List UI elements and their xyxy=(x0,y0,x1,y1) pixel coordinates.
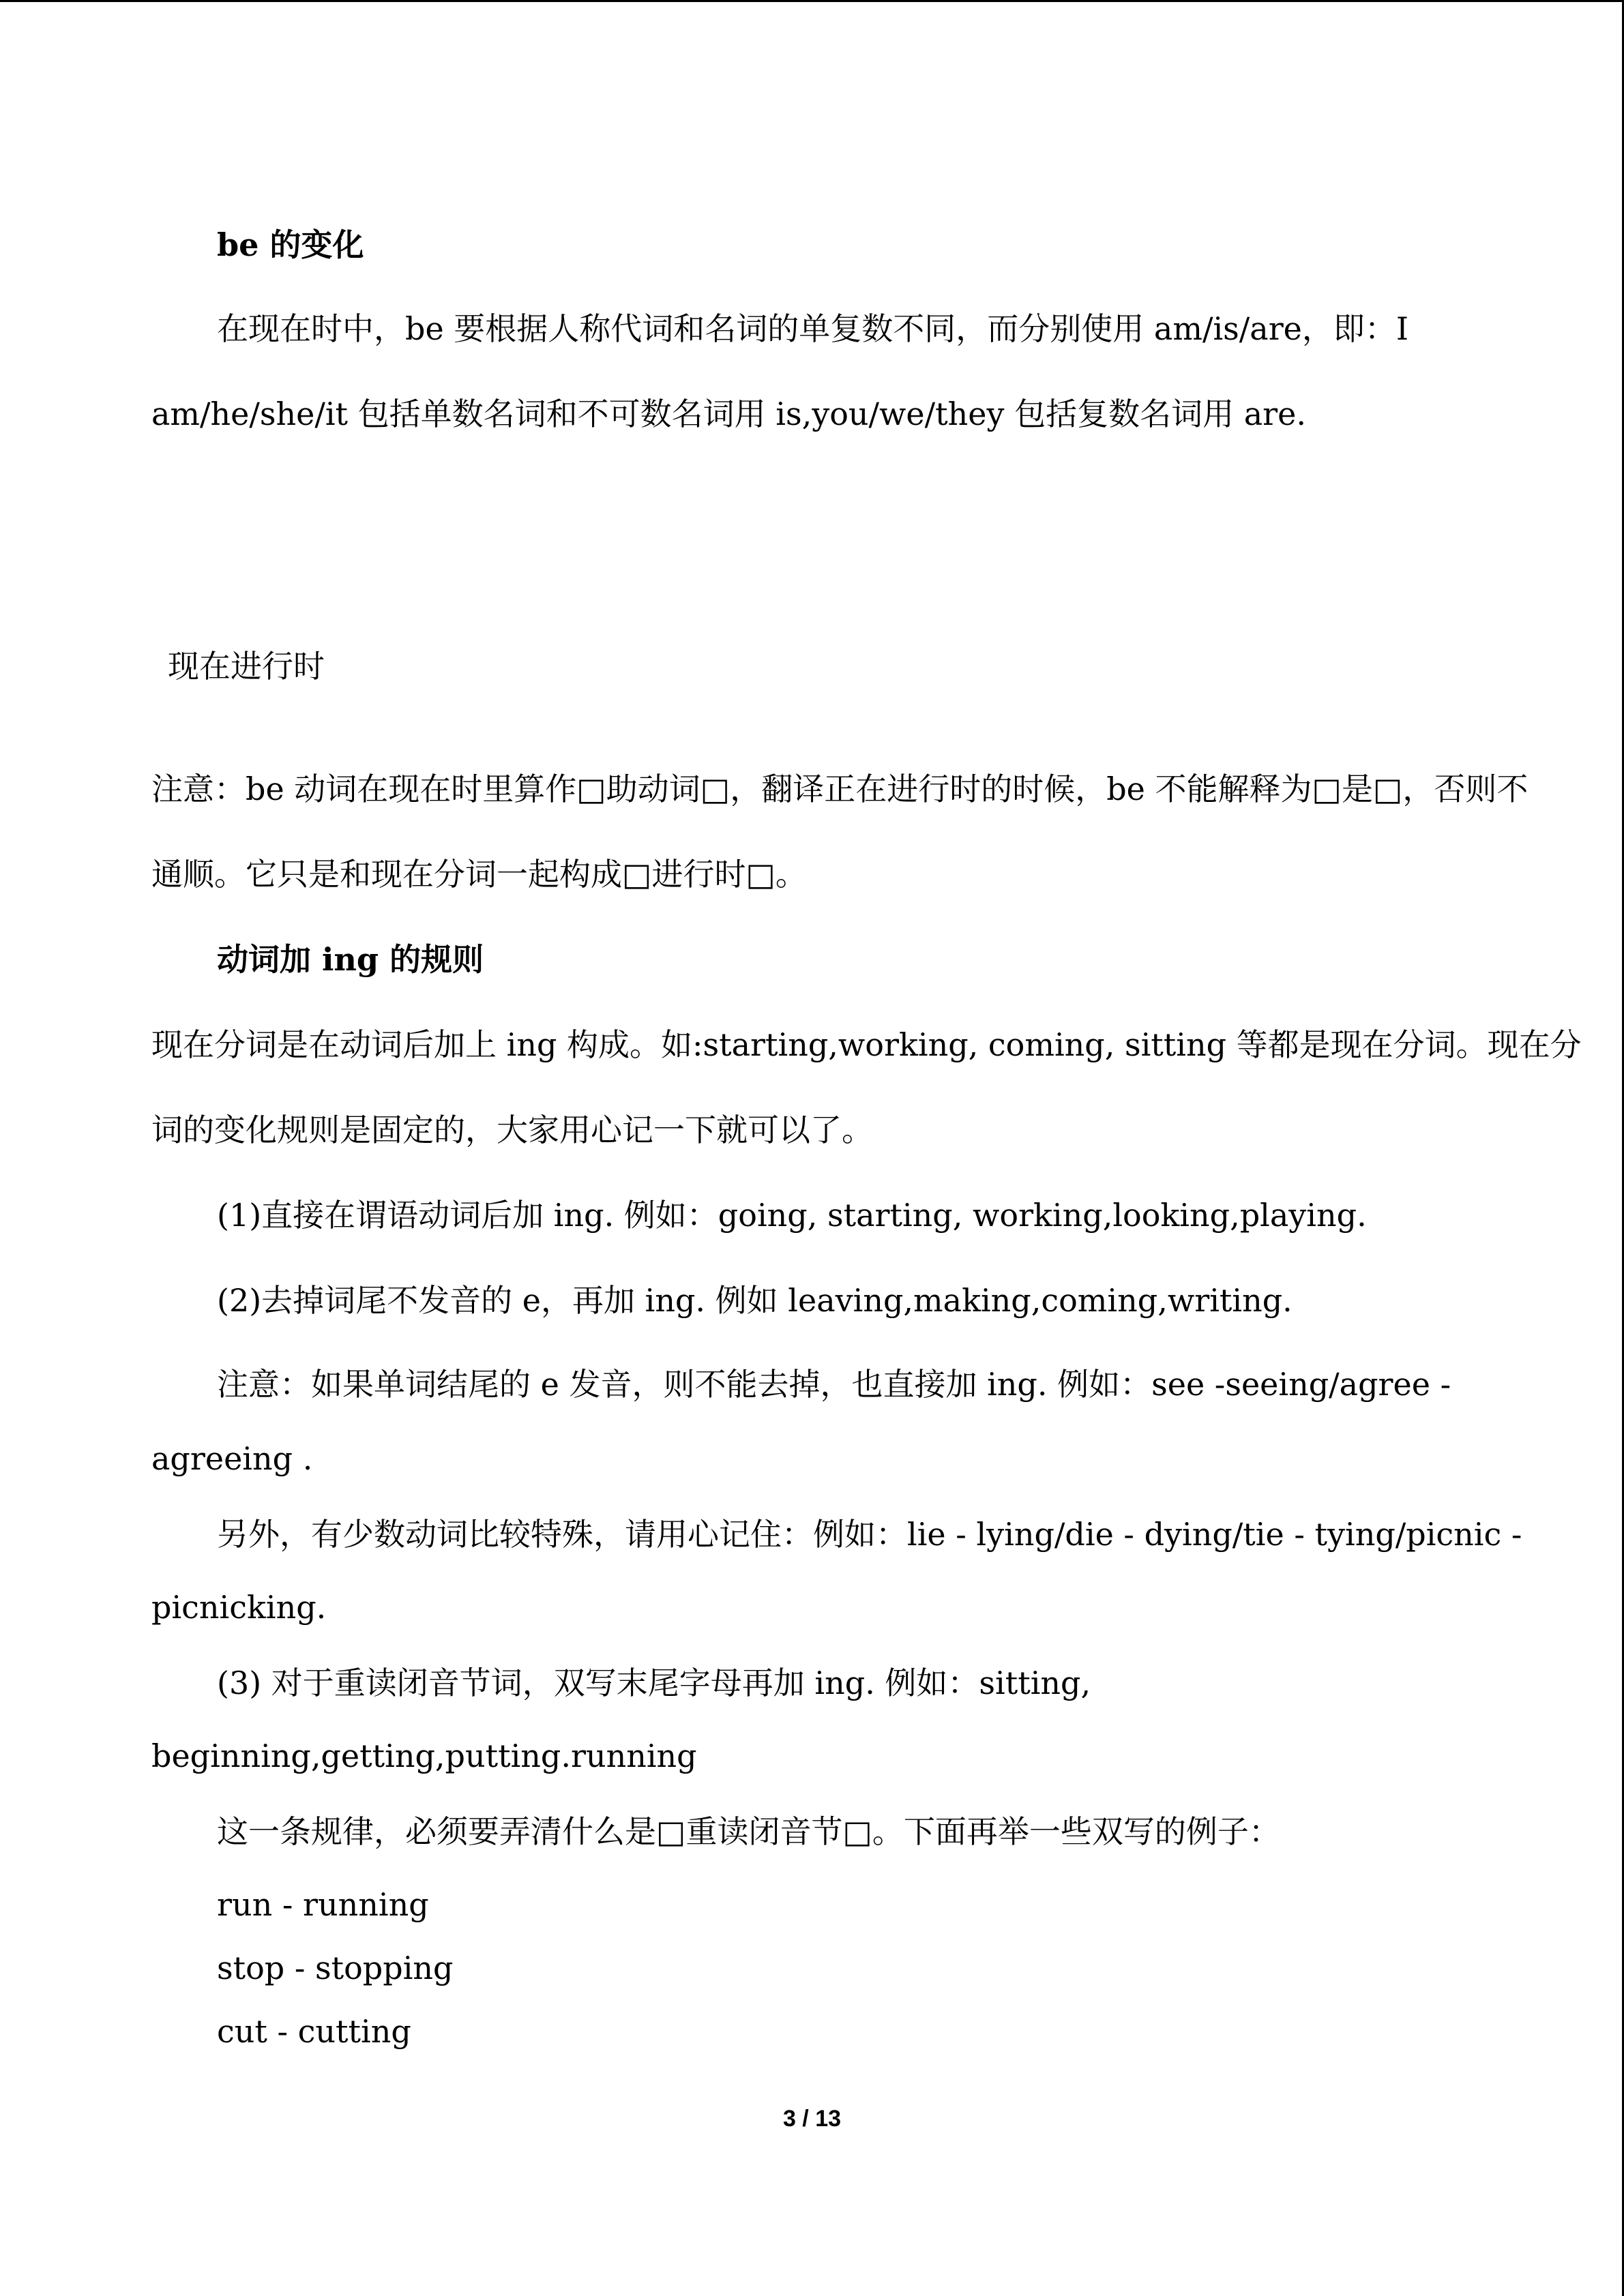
special-verbs-line-1: 另外，有少数动词比较特殊，请用心记住：例如：lie - lying/die - dying/tie - tying/picnic - xyxy=(217,1516,1522,1553)
example-item: run - running xyxy=(217,1886,429,1923)
participle-line-2: 词的变化规则是固定的，大家用心记一下就可以了。 xyxy=(151,1112,873,1148)
present-continuous-heading: 现在进行时 xyxy=(168,648,325,685)
rule-3-line-2: beginning,getting,putting.running xyxy=(151,1738,697,1774)
be-change-heading: be 的变化 xyxy=(217,226,364,263)
be-paragraph-line-2: am/he/she/it 包括单数名词和不可数名词用 is,you/we/they 包括复数名词用 are. xyxy=(151,396,1306,432)
be-paragraph-line-1: 在现在时中，be 要根据人称代词和名词的单复数不同，而分别使用 am/is/are，即：I xyxy=(217,310,1409,347)
rule-1: (1)直接在谓语动词后加 ing. 例如：going, starting, working,looking,playing. xyxy=(217,1197,1367,1234)
page-number: 3 / 13 xyxy=(782,2106,842,2132)
participle-line-1: 现在分词是在动词后加上 ing 构成。如:starting,working, coming, sitting 等都是现在分词。现在分 xyxy=(151,1026,1582,1063)
rule-3-explanation: 这一条规律，必须要弄清什么是□重读闭音节□。下面再举一些双写的例子： xyxy=(217,1813,1280,1850)
example-item: stop - stopping xyxy=(217,1950,454,1986)
special-verbs-line-2: picnicking. xyxy=(151,1589,327,1626)
ing-rules-heading: 动词加 ing 的规则 xyxy=(217,941,484,978)
rule-2-note-line-2: agreeing . xyxy=(151,1440,313,1477)
rule-2-note-line-1: 注意：如果单词结尾的 e 发音，则不能去掉，也直接加 ing. 例如：see -seeing/agree - xyxy=(217,1366,1451,1403)
note-line-2: 通顺。它只是和现在分词一起构成□进行时□。 xyxy=(151,856,807,893)
rule-2: (2)去掉词尾不发音的 e，再加 ing. 例如 leaving,making,coming,writing. xyxy=(217,1282,1293,1319)
example-item: cut - cutting xyxy=(217,2013,411,2050)
rule-3-line-1: (3) 对于重读闭音节词，双写末尾字母再加 ing. 例如：sitting, xyxy=(217,1665,1091,1701)
note-line-1: 注意：be 动词在现在时里算作□助动词□，翻译正在进行时的时候，be 不能解释为□是□，否则不 xyxy=(151,771,1529,807)
